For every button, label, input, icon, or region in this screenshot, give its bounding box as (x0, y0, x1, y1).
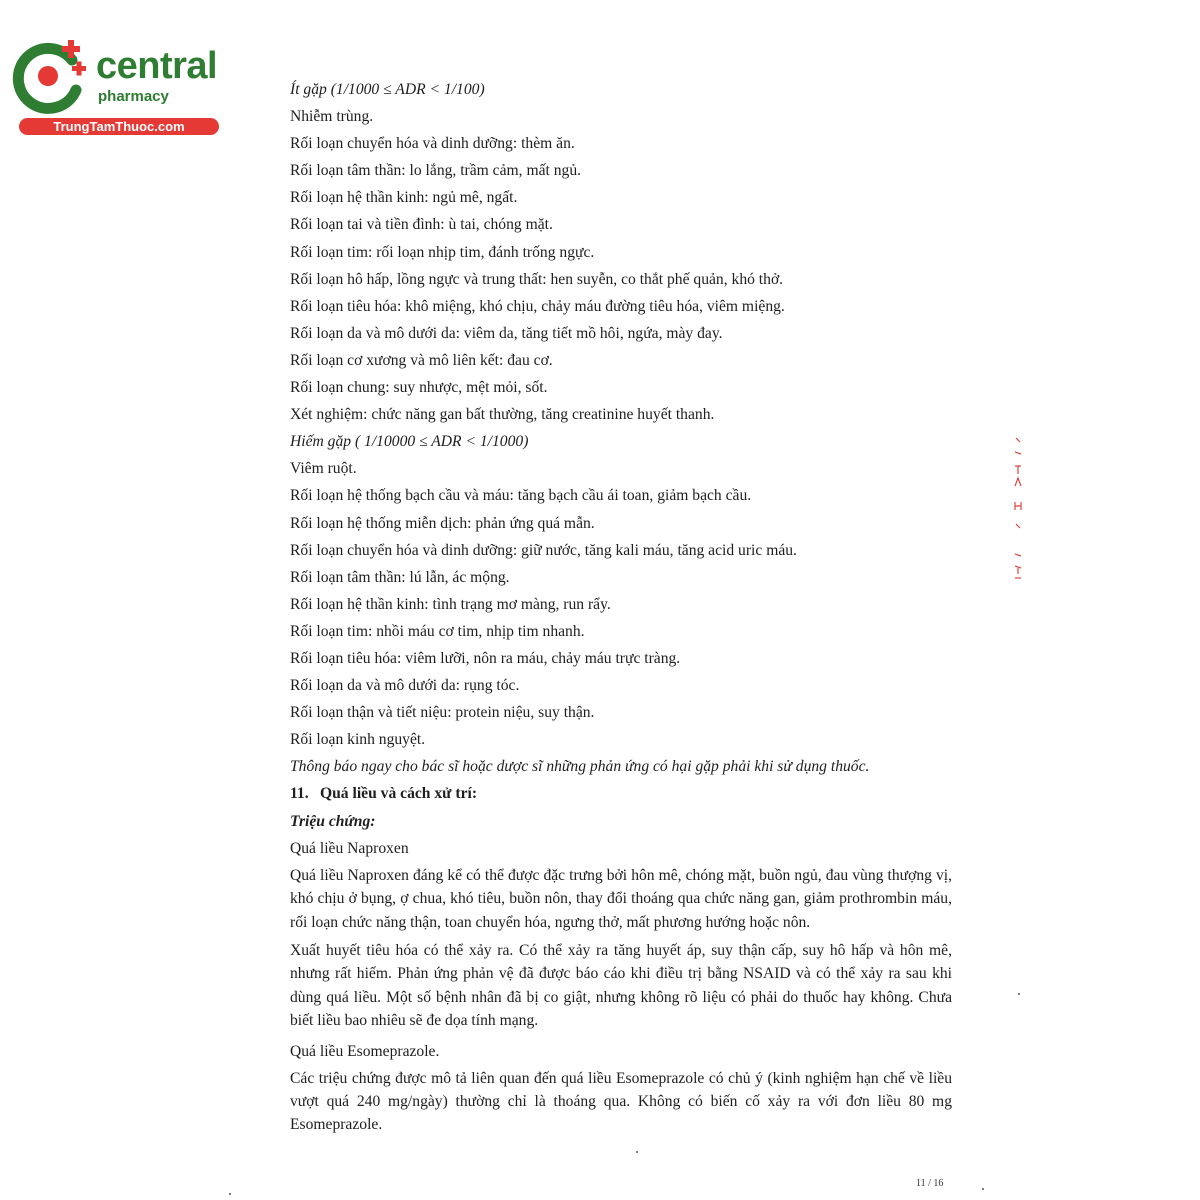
esomeprazole-heading: Quá liều Esomeprazole. (290, 1042, 440, 1060)
naproxen-paragraph-2: Xuất huyết tiêu hóa có thể xảy ra. Có thể xảy ra tăng huyết áp, suy thận cấp, suy hô hấp và hôn mê, nhưng rất hiếm. Phản ứng phản vệ đã được báo cáo khi điều trị bằng NSAID và có thể xảy ra sau khi dùng quá liều. Một số bệnh nhân đã bị co giật, nhưng không rõ liệu có phải do thuốc hay không. Chưa biết liều bao nhiêu sẽ đe dọa tính mạng. (290, 941, 952, 1030)
uncommon-heading: Ít gặp (1/1000 ≤ ADR < 1/100) (290, 81, 485, 98)
list-item: Rối loạn da và mô dưới da: viêm da, tăng tiết mồ hôi, ngứa, mày đay. (290, 324, 723, 342)
list-item: Rối loạn hệ thống miễn dịch: phản ứng quá mẫn. (290, 514, 595, 532)
list-item: Viêm ruột. (290, 460, 357, 478)
naproxen-paragraph-1: Quá liều Naproxen đáng kể có thể được đặc trưng bởi hôn mê, chóng mặt, buồn ngủ, đau vùng thượng vị, khó chịu ở bụng, ợ chua, khó tiêu, buồn nôn, thay đổi thoáng qua chức năng gan, giảm prothrombin máu, rối loạn chức năng thận, toan chuyển hóa, ngưng thở, mất phương hướng hoặc nôn. (290, 866, 952, 931)
rare-heading: Hiếm gặp ( 1/10000 ≤ ADR < 1/1000) (290, 433, 529, 451)
list-item: Rối loạn hệ thống bạch cầu và máu: tăng bạch cầu ái toan, giảm bạch cầu. (290, 487, 752, 505)
notice-text: Thông báo ngay cho bác sĩ hoặc dược sĩ những phản ứng có hại gặp phải khi sử dụng thuốc. (290, 758, 870, 776)
list-item: Xét nghiệm: chức năng gan bất thường, tăng creatinine huyết thanh. (290, 406, 715, 424)
scan-speck (1018, 993, 1020, 995)
scan-speck (636, 1151, 638, 1153)
list-item: Rối loạn chuyển hóa và dinh dưỡng: giữ nước, tăng kali máu, tăng acid uric máu. (290, 541, 797, 559)
list-item: Rối loạn hô hấp, lồng ngực và trung thất: hen suyễn, co thắt phế quản, khó thở. (290, 270, 784, 288)
list-item: Rối loạn tim: rối loạn nhịp tim, đánh trống ngực. (290, 243, 595, 261)
central-pharmacy-logo (10, 38, 218, 138)
scan-speck (982, 1188, 984, 1190)
list-item: Rối loạn cơ xương và mô liên kết: đau cơ. (290, 351, 553, 369)
red-stamp-mark (1012, 432, 1024, 582)
logo-brand-name: central (96, 45, 218, 87)
stamp-glyphs (1012, 432, 1024, 582)
scan-speck (229, 1193, 231, 1195)
page-number: 11 / 16 (916, 1178, 944, 1189)
logo-url: TrungTamThuoc.com (19, 118, 219, 135)
list-item: Rối loạn tiêu hóa: khô miệng, khó chịu, chảy máu đường tiêu hóa, viêm miệng. (290, 297, 785, 315)
list-item: Rối loạn tâm thần: lú lẫn, ác mộng. (290, 568, 510, 586)
list-item: Rối loạn hệ thần kinh: ngủ mê, ngất. (290, 189, 518, 207)
list-item: Rối loạn tiêu hóa: viêm lưỡi, nôn ra máu, chảy máu trực tràng. (290, 649, 681, 667)
list-item: Rối loạn da và mô dưới da: rụng tóc. (290, 677, 520, 695)
symptoms-heading: Triệu chứng: (290, 812, 376, 830)
list-item: Rối loạn tai và tiền đình: ù tai, chóng mặt. (290, 216, 553, 234)
esomeprazole-paragraph-1: Các triệu chứng được mô tả liên quan đến quá liều Esomeprazole có chủ ý (kinh nghiệm hạn chế về liều vượt quá 240 mg/ngày) thường chỉ là thoáng qua. Không có biến cố xảy ra với đơn liều 80 mg Esomeprazole. (290, 1069, 952, 1134)
list-item: Rối loạn tim: nhồi máu cơ tim, nhịp tim nhanh. (290, 622, 585, 640)
pharmacy-cross-icon (10, 38, 96, 114)
section-heading (290, 780, 952, 807)
list-item: Nhiễm trùng. (290, 108, 374, 126)
section-number: 11. (290, 785, 309, 803)
document-body (290, 76, 952, 1142)
rare-list (290, 455, 952, 753)
uncommon-list (290, 103, 952, 428)
logo-brand-subname: pharmacy (98, 88, 169, 105)
section-title: Quá liều và cách xử trí: (320, 785, 478, 803)
list-item: Rối loạn chung: suy nhược, mệt mỏi, sốt. (290, 379, 548, 397)
list-item: Rối loạn tâm thần: lo lắng, trầm cảm, mất ngủ. (290, 162, 582, 180)
naproxen-heading: Quá liều Naproxen (290, 839, 409, 857)
list-item: Rối loạn hệ thần kinh: tình trạng mơ màng, run rẩy. (290, 595, 611, 613)
list-item: Rối loạn chuyển hóa và dinh dưỡng: thèm ăn. (290, 135, 575, 153)
list-item: Rối loạn kinh nguyệt. (290, 731, 426, 749)
list-item: Rối loạn thận và tiết niệu: protein niệu, suy thận. (290, 704, 595, 722)
